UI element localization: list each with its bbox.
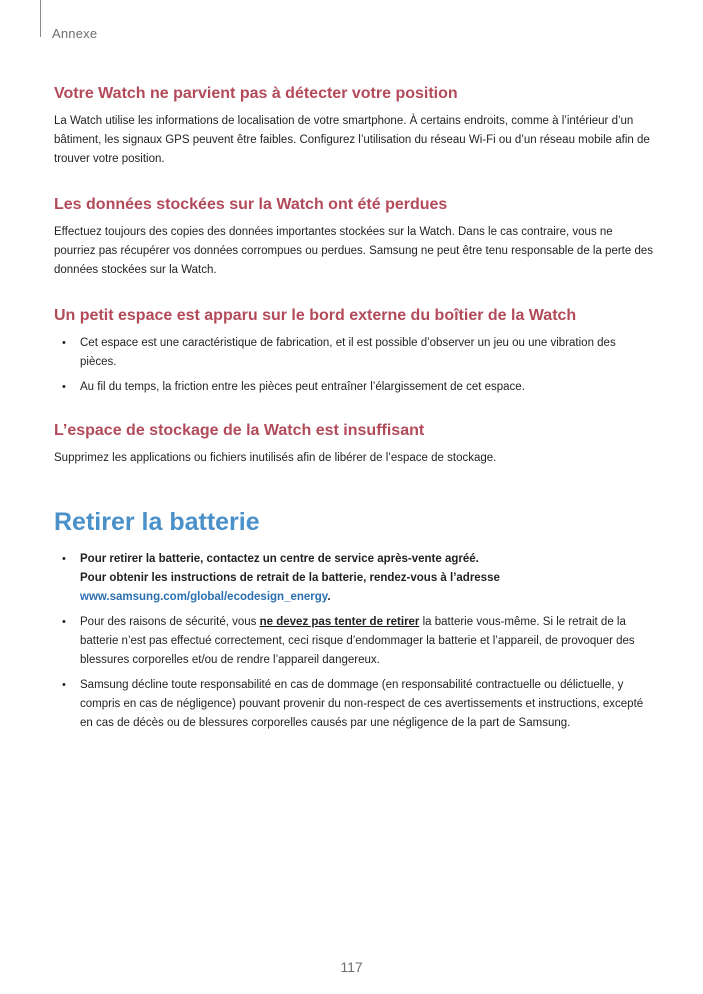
bullet-icon: • bbox=[62, 616, 66, 628]
battery-service-line: Pour retirer la batterie, contactez un centre de service après-vente agréé. bbox=[80, 553, 479, 565]
heading-case-gap: Un petit espace est apparu sur le bord externe du boîtier de la Watch bbox=[54, 307, 577, 324]
list-item bbox=[54, 676, 654, 733]
list-item-text: Cet espace est une caractéristique de fabrication, et il est possible d’observer un jeu ou une vibration des pièces. bbox=[80, 337, 616, 368]
battery-instructions-line: Pour obtenir les instructions de retrait de la batterie, rendez-vous à l’adresse bbox=[80, 572, 500, 584]
page-title-remove-battery: Retirer la batterie bbox=[54, 508, 260, 536]
page-content bbox=[54, 84, 654, 739]
page-number: 117 bbox=[340, 959, 363, 975]
list-item-text: Au fil du temps, la friction entre les pièces peut entraîner l’élargissement de cet espace. bbox=[80, 381, 525, 393]
case-gap-list bbox=[54, 334, 654, 397]
ecodesign-link[interactable]: www.samsung.com/global/ecodesign_energy bbox=[80, 591, 328, 603]
liability-text: Samsung décline toute responsabilité en cas de dommage (en responsabilité contractuelle ou délictuelle, y compris en cas de négligence) pouvant provenir du non-respect de ces avertissements et instructions, excepté en cas de décès ou de blessures corporelles causés par une négligence de la part de Samsung. bbox=[80, 679, 644, 729]
heading-data-lost: Les données stockées sur la Watch ont été perdues bbox=[54, 196, 448, 213]
battery-list bbox=[54, 550, 654, 733]
list-item bbox=[54, 613, 654, 670]
paragraph-storage-insufficient: Supprimez les applications ou fichiers inutilisés afin de libérer de l’espace de stockage. bbox=[54, 452, 497, 464]
bullet-icon: • bbox=[62, 553, 66, 565]
section-header-label: Annexe bbox=[52, 26, 98, 41]
heading-position-detection: Votre Watch ne parvient pas à détecter votre position bbox=[54, 85, 458, 102]
bullet-icon: • bbox=[62, 679, 66, 691]
safety-text-after: la batterie vous-même. Si le retrait de la batterie n’est pas effectué correctement, ceci risque d’endommager la batterie et l’appareil, de provoquer des blessures corporelles et/ou de rendre l’appareil dangereux. bbox=[80, 616, 635, 666]
list-item bbox=[54, 550, 654, 607]
paragraph-data-lost: Effectuez toujours des copies des données importantes stockées sur la Watch. Dans le cas contraire, vous ne pourriez pas récupérer vos données corrompues ou perdues. Samsung ne peut être tenu responsable de la perte des données stockées sur la Watch. bbox=[54, 226, 654, 276]
list-item bbox=[54, 334, 654, 372]
header-divider bbox=[40, 0, 41, 37]
link-period: . bbox=[327, 591, 331, 603]
safety-text-before: Pour des raisons de sécurité, vous bbox=[80, 616, 260, 628]
heading-storage-insufficient: L’espace de stockage de la Watch est insuffisant bbox=[54, 422, 425, 439]
bullet-icon: • bbox=[62, 337, 66, 349]
paragraph-position-detection: La Watch utilise les informations de localisation de votre smartphone. À certains endroits, comme à l’intérieur d’un bâtiment, les signaux GPS peuvent être faibles. Configurez l’utilisation du réseau Wi-Fi ou d’un réseau mobile afin de trouver votre position. bbox=[54, 115, 650, 165]
safety-emphasis: ne devez pas tenter de retirer bbox=[259, 616, 420, 628]
list-item bbox=[54, 378, 654, 397]
bullet-icon: • bbox=[62, 381, 66, 393]
